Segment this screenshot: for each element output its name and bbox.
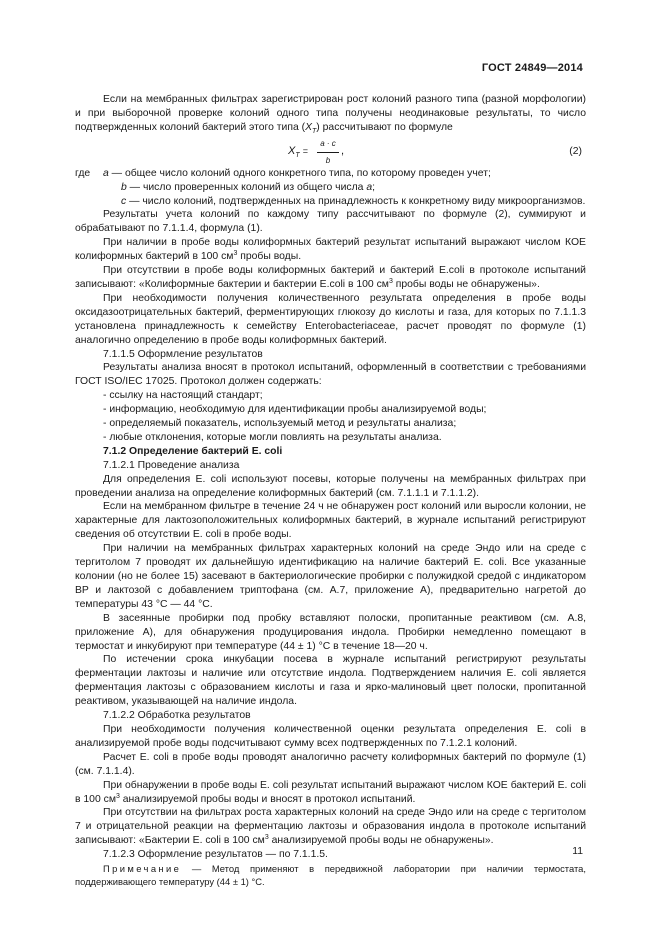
- paragraph: При наличии в пробе воды колиформных бактерий результат испытаний выражают числом КОЕ колиформных бактерий в 100 $см^3$ пробы воды.: [75, 237, 586, 263]
- paragraph: В засеянные пробирки под пробку вставляют полоски, пропитанные реактивом (см. А.8, приложение А), для обнаружения продуцирования индола. Пробирки немедленно помещают в термостат и инкубируют при температуре (44 ± 1) °С в течение 18—20 ч.: [75, 612, 586, 652]
- paragraph: Если на мембранном фильтре в течение 24 ч не обнаружен рост колоний или выросли колонии, не характерные для лактозоположительных колиформных бактерий, в журнале испытаний регистрируют сведения об отсутствии E. coli в пробе воды.: [75, 501, 586, 541]
- paragraph-intro: Если на мембранных фильтрах зарегистрирован рост колоний разного типа (разной морфологии) и при выборочной проверке колоний одного типа получены неодинаковые результаты, то число подтвержденных колоний бактерий этого типа $(X_T)$ рассчитывают по формуле: [75, 94, 586, 135]
- list-item: - информацию, необходимую для идентификации пробы анализируемой воды;: [103, 404, 487, 416]
- list-item: - определяемый показатель, используемый метод и результаты анализа;: [103, 418, 457, 430]
- section-heading-7-1-2-2: 7.1.2.2 Обработка результатов: [103, 710, 251, 722]
- paragraph: Результаты учета колоний по каждому типу рассчитывают по формуле (2), суммируют и обрабатывают по 7.1.1.4, формула (1).: [75, 209, 586, 235]
- formula-fraction: $\frac{a \cdot c}{b}$: [317, 137, 339, 168]
- section-heading-7-1-2: 7.1.2 Определение бактерий E. coli: [103, 445, 283, 457]
- section-heading-7-1-2-1: 7.1.2.1 Проведение анализа: [103, 459, 240, 471]
- section-heading-7-1-1-5: 7.1.1.5 Оформление результатов: [103, 348, 263, 360]
- document-header: ГОСТ 24849—2014: [481, 62, 583, 74]
- formula-2: $X_T$ = $\frac{a \cdot c}{b}$ , (2): [75, 137, 586, 167]
- formula-number: (2): [569, 145, 582, 157]
- list-item: - любые отклонения, которые могли повлиять на результаты анализа.: [103, 431, 442, 443]
- formula-legend: где a — общее число колоний одного конкретного типа, по которому проведен учет; b — число проверенных колоний из общего числа a; c — число колоний, подтвержденных на принадлежность к конкретному виду микроорганизмов.: [75, 167, 586, 207]
- document-body: [75, 93, 586, 888]
- paragraph: Для определения E. coli используют посевы, которые получены на мембранных фильтрах при проведении анализа на определение колиформных бактерий (см. 7.1.1.1 и 7.1.1.2).: [75, 473, 586, 499]
- page-number: 11: [572, 846, 583, 857]
- note-label: Примечание: [103, 863, 182, 875]
- paragraph: При обнаружении в пробе воды E. coli результат испытаний выражают числом КОЕ бактерий E. coli в 100 $см^3$ анализируемой пробы воды и вносят в протокол испытаний.: [75, 779, 586, 805]
- paragraph: Результаты анализа вносят в протокол испытаний, оформленный в соответствии с требованиями ГОСТ ISO/IEC 17025. Протокол должен содержать:: [75, 362, 586, 388]
- paragraph: При необходимости получения количественного результата определения в пробе воды оксидазоотрицательных бактерий, ферментирующих глюкозу до кислоты и газа, для которых по 7.1.1.3 установлена принадлежность к семейству Enterobacteriaceae, расчет проводят по формуле (1) аналогично определению в пробе воды колиформных бактерий.: [75, 292, 586, 346]
- paragraph: При наличии на мембранных фильтрах характерных колоний на среде Эндо или на среде с тергитолом 7 проводят их дальнейшую идентификацию на наличие бактерий E. coli. Все указанные колонии (но не более 15) засевают в бактериологические пробирки с полужидкой средой с индикатором ВР и лактозой с добавлением триптофана (см. А.7, приложение А), предварительно нагретой до температуры 43 °С — 44 °С.: [75, 543, 586, 610]
- paragraph: При отсутствии в пробе воды колиформных бактерий и бактерий E.coli в протоколе испытаний записывают: «Колиформные бактерии и бактерии E.coli в 100 $см^3$ пробы воды не обнаружены».: [75, 265, 586, 290]
- formula-lhs: $X_T$ =: [288, 144, 308, 159]
- paragraph: При отсутствии на фильтрах роста характерных колоний на среде Эндо или на среде с тергитолом 7 и отрицательной реакции на ферментацию лактозы и образования индола в протоколе испытаний записывают: «Бактерии E. coli в 100 $см^3$ анализируемой пробы воды не обнаружены».: [75, 807, 586, 847]
- section-heading-7-1-2-3: 7.1.2.3 Оформление результатов — по 7.1.1.5.: [103, 849, 328, 861]
- list-item: - ссылку на настоящий стандарт;: [103, 390, 263, 402]
- note: Примечание — Метод применяют в передвижной лаборатории при наличии термостата, поддерживающего температуру (44 ± 1) °С.: [75, 863, 586, 888]
- paragraph: При необходимости получения количественной оценки результата определения E. coli в анализируемой пробе воды подсчитывают сумму всех подтвержденных по 7.1.2.1 колоний.: [75, 723, 586, 749]
- paragraph: Расчет E. coli в пробе воды проводят аналогично расчету колиформных бактерий по формуле (1) (см. 7.1.1.4).: [75, 751, 586, 777]
- paragraph: По истечении срока инкубации посева в журнале испытаний регистрируют результаты ферментации лактозы и наличие или отсутствие индола. Подтверждением наличия E. coli является ферментация лактозы с образованием кислоты и газа и ярко-малиновый цвет полоски, пропитанной реактивом, указывающей на наличие индола.: [75, 654, 586, 708]
